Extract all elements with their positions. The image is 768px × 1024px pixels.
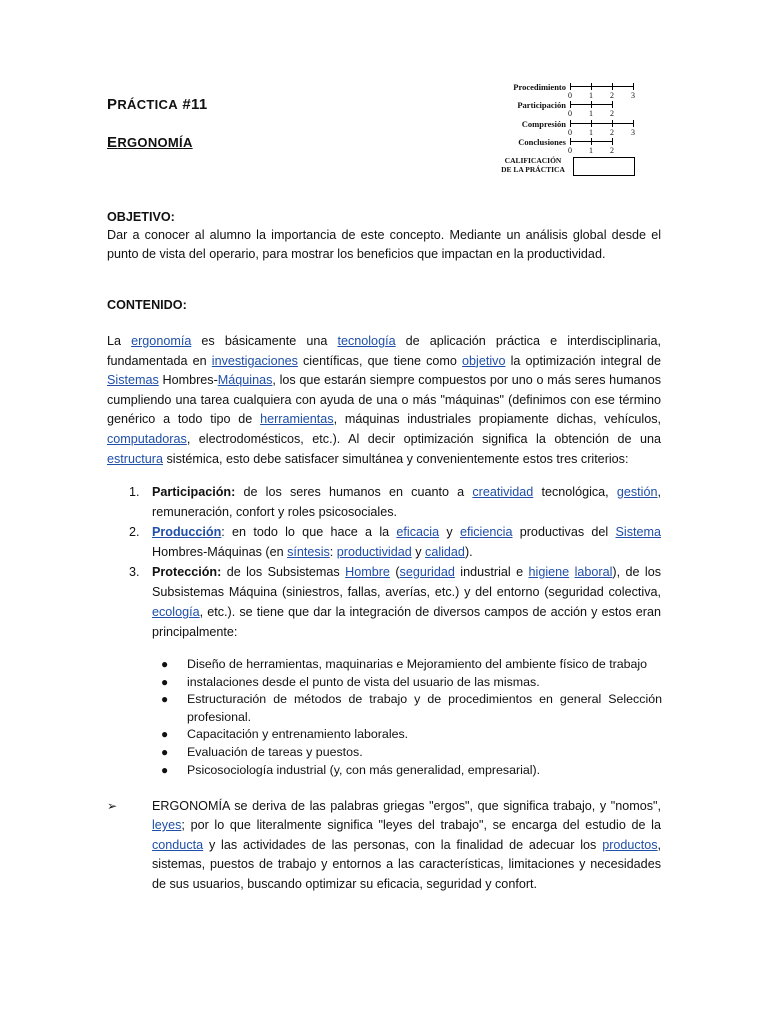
link-productividad[interactable]: productividad: [336, 545, 412, 559]
link-produccion[interactable]: Producción: [152, 525, 222, 539]
bullet-icon: ●: [161, 674, 169, 689]
rubric-scale: 0 1 2 3: [570, 86, 634, 87]
link-productos[interactable]: productos: [602, 837, 658, 852]
rubric-label: Conclusiones: [518, 137, 566, 147]
list-item: ● Diseño de herramientas, maquinarias e Mejoramiento del ambiente físico de trabajo: [152, 656, 662, 674]
bullet-icon: ●: [161, 762, 169, 777]
list-item: ● Capacitación y entrenamiento laborales.: [152, 726, 662, 744]
link-sintesis[interactable]: síntesis: [287, 545, 330, 559]
ergonomia-definition: [107, 797, 661, 894]
rubric-label: Participación: [517, 100, 566, 110]
rubric-label: Procedimiento: [513, 82, 566, 92]
link-ergonomia[interactable]: ergonomía: [131, 334, 192, 348]
rubric-row-procedimiento: [500, 82, 650, 100]
criterion-participacion: 1. Participación: de los seres humanos en cuanto a creatividad tecnológica, gestión, remuneración, confort y roles psicosociales.: [129, 485, 661, 519]
link-estructura[interactable]: estructura: [107, 451, 163, 466]
link-ecologia[interactable]: ecología: [152, 605, 200, 619]
list-item: ● Psicosociología industrial (y, con más generalidad, empresarial).: [152, 762, 662, 780]
link-maquinas[interactable]: Máquinas: [217, 373, 273, 388]
link-sistema[interactable]: Sistema: [615, 525, 661, 539]
link-laboral[interactable]: laboral: [574, 565, 613, 579]
link-objetivo[interactable]: objetivo: [462, 353, 506, 368]
link-eficacia[interactable]: eficacia: [396, 525, 440, 539]
link-sistemas[interactable]: Sistemas: [107, 373, 159, 388]
objetivo-heading: OBJETIVO:: [107, 210, 175, 224]
arrow-bullet-icon: ➢: [107, 799, 118, 813]
link-herramientas[interactable]: herramientas: [260, 412, 334, 427]
link-creatividad[interactable]: creatividad: [472, 485, 534, 499]
list-item: ● Evaluación de tareas y puestos.: [152, 744, 662, 762]
link-gestion[interactable]: gestión: [616, 485, 658, 499]
contenido-heading: CONTENIDO:: [107, 298, 187, 312]
link-tecnologia[interactable]: tecnología: [337, 334, 396, 348]
contenido-paragraph: La ergonomía es básicamente una tecnología de aplicación práctica e interdisciplinaria, fundamentada en investigaciones científicas, que tiene como objetivo la optimización integral de Sistemas Hombres-Máquinas, los que estarán siempre compuestos por uno o más seres humanos cumpliendo una tarea cualquiera con ayuda de una o más "máquinas" (definimos con ese término genérico a todo tipo de herramientas, máquinas industriales propiamente dichas, vehículos, computadoras, electrodomésticos, etc.). Al decir optimización significa la obtención de una estructura sistémica, esto debe satisfacer simultánea y convenientemente estos tres criterios:: [107, 334, 662, 466]
rubric-scale: 0 1 2: [570, 141, 613, 142]
criterion-proteccion: 3. Protección: de los Subsistemas Hombre (seguridad industrial e higiene laboral), de los Subsistemas Máquina (siniestros, fallas, averías, etc.) y del entorno (seguridad colectiva, ecología, etc.). se tiene que dar la integración de diversos campos de acción y estos eran principalmente:: [129, 565, 661, 639]
link-seguridad[interactable]: seguridad: [399, 565, 455, 579]
link-eficiencia[interactable]: eficiencia: [459, 525, 513, 539]
rubric-scale: 0 1 2: [570, 104, 613, 105]
topic-title: ERGONOMÍA: [107, 134, 193, 151]
objetivo-text: Dar a conocer al alumno la importancia de este concepto. Mediante un análisis global desde el punto de vista del operario, para mostrar los beneficios que impactan en la productividad.: [107, 228, 661, 261]
bullet-icon: ●: [161, 727, 169, 742]
fields-bullet-list: [152, 656, 662, 779]
link-calidad[interactable]: calidad: [425, 545, 465, 559]
link-higiene[interactable]: higiene: [528, 565, 570, 579]
link-hombre[interactable]: Hombre: [345, 565, 390, 579]
link-investigaciones[interactable]: investigaciones: [211, 353, 298, 368]
calificacion-box[interactable]: [573, 157, 635, 176]
practice-title: PRÁCTICA #11: [107, 96, 208, 113]
bullet-icon: ●: [161, 657, 169, 671]
bullet-icon: ●: [161, 744, 169, 759]
link-leyes[interactable]: leyes: [152, 818, 182, 833]
bullet-icon: ●: [161, 692, 169, 707]
definition-text: ERGONOMÍA se deriva de las palabras griegas "ergos", que significa trabajo, y "nomos", leyes; por lo que literalmente significa "leyes del trabajo", se encarga del estudio de la conducta y las actividades de las personas, con la finalidad de adecuar los productos, sistemas, puestos de trabajo y entornos a las características, limitaciones y necesidades de sus usuarios, buscando optimizar su eficacia, seguridad y confort.: [152, 799, 661, 891]
list-item: ● instalaciones desde el punto de vista del usuario de las mismas.: [152, 674, 662, 692]
criterion-produccion: 2. Producción: en todo lo que hace a la eficacia y eficiencia productivas del Sistema Hombres-Máquinas (en síntesis: productividad y calidad).: [129, 525, 661, 559]
link-computadoras[interactable]: computadoras: [107, 431, 187, 446]
rubric-row-participacion: [500, 100, 650, 118]
rubric-scale: 0 1 2 3: [570, 123, 634, 124]
rubric-row-conclusiones: [500, 137, 650, 155]
calificacion-label: CALIFICACIÓN DE LA PRÁCTICA: [501, 156, 565, 174]
rubric-row-compresion: [500, 119, 650, 137]
link-conducta[interactable]: conducta: [152, 837, 204, 852]
grading-rubric: [500, 82, 650, 182]
criteria-list: [107, 482, 661, 642]
rubric-label: Compresión: [521, 119, 566, 129]
list-item: ● Estructuración de métodos de trabajo y de procedimientos en general Selección profesional.: [161, 692, 662, 724]
